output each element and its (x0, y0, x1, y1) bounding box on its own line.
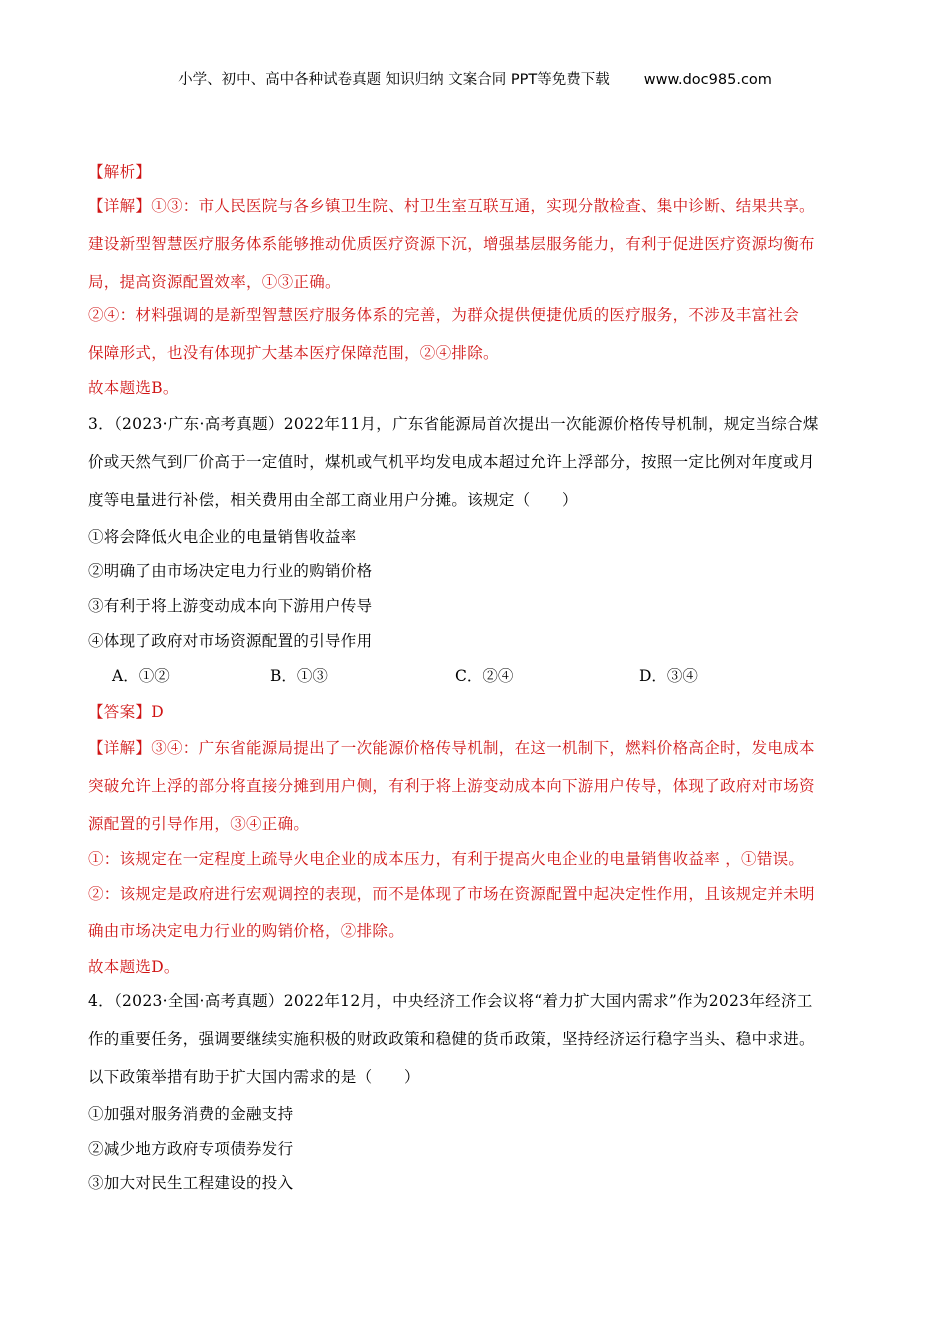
q2-conclusion: 故本题选B。 (88, 379, 179, 397)
q3-detail-line: ①：该规定在一定程度上疏导火电企业的成本压力，有利于提高火电企业的电量销售收益率 ，①错误。 (88, 850, 805, 868)
q4-statement: ③加大对民生工程建设的投入 (88, 1174, 294, 1192)
q3-detail-line: ②：该规定是政府进行宏观调控的表现，而不是体现了市场在资源配置中起决定性作用，且该规定并未明 (88, 885, 815, 903)
q3-answer: 【答案】D (88, 703, 164, 721)
q3-option-b: B．①③ (270, 667, 328, 685)
q3-statement: ②明确了由市场决定电力行业的购销价格 (88, 562, 373, 580)
q2-detail-line: ②④：材料强调的是新型智慧医疗服务体系的完善，为群众提供便捷优质的医疗服务，不涉及丰富社会 (88, 306, 800, 324)
q4-statement: ①加强对服务消费的金融支持 (88, 1105, 294, 1123)
q3-conclusion: 故本题选D。 (88, 958, 180, 976)
q3-stem-line: 价或天然气到厂价高于一定值时，煤机或气机平均发电成本超过允许上浮部分，按照一定比例对年度或月 (88, 453, 815, 471)
q3-detail-line: 确由市场决定电力行业的购销价格，②排除。 (88, 922, 405, 940)
q3-detail-line: 源配置的引导作用，③④正确。 (88, 815, 310, 833)
q3-detail-line: 突破允许上浮的部分将直接分摊到用户侧，有利于将上游变动成本向下游用户传导，体现了政府对市场资 (88, 777, 815, 795)
q3-statement: ③有利于将上游变动成本向下游用户传导 (88, 597, 373, 615)
q4-stem-line: 4．（2023·全国·高考真题）2022年12月，中央经济工作会议将“着力扩大国内需求”作为2023年经济工 (88, 992, 813, 1010)
q3-option-a: A．①② (112, 667, 170, 685)
header-text: 小学、初中、高中各种试卷真题 知识归纳 文案合同 PPT等免费下载 (178, 72, 610, 88)
analysis-label: 【解析】 (88, 163, 152, 181)
q2-detail-line: 保障形式，也没有体现扩大基本医疗保障范围，②④排除。 (88, 344, 499, 362)
q3-option-d: D．③④ (639, 667, 698, 685)
q4-stem-line: 以下政策举措有助于扩大国内需求的是（ ） (88, 1068, 420, 1086)
page-header (0, 68, 950, 89)
header-url[interactable]: www.doc985.com (643, 72, 772, 88)
q2-detail-line: 【详解】①③：市人民医院与各乡镇卫生院、村卫生室互联互通，实现分散检查、集中诊断、结果共享。 (88, 197, 815, 215)
q3-stem-line: 度等电量进行补偿，相关费用由全部工商业用户分摊。该规定（ ） (88, 491, 578, 509)
q4-statement: ②减少地方政府专项债券发行 (88, 1140, 294, 1158)
q3-option-c: C．②④ (455, 667, 514, 685)
q2-detail-line: 局，提高资源配置效率，①③正确。 (88, 273, 341, 291)
q3-detail-line: 【详解】③④：广东省能源局提出了一次能源价格传导机制，在这一机制下，燃料价格高企时，发电成本 (88, 739, 815, 757)
q3-statement: ④体现了政府对市场资源配置的引导作用 (88, 632, 373, 650)
q2-detail-line: 建设新型智慧医疗服务体系能够推动优质医疗资源下沉，增强基层服务能力，有利于促进医疗资源均衡布 (88, 235, 815, 253)
q4-stem-line: 作的重要任务，强调要继续实施积极的财政政策和稳健的货币政策，坚持经济运行稳字当头、稳中求进。 (88, 1030, 815, 1048)
q3-statement: ①将会降低火电企业的电量销售收益率 (88, 528, 357, 546)
q3-stem-line: 3．（2023·广东·高考真题）2022年11月，广东省能源局首次提出一次能源价格传导机制，规定当综合煤 (88, 415, 819, 433)
